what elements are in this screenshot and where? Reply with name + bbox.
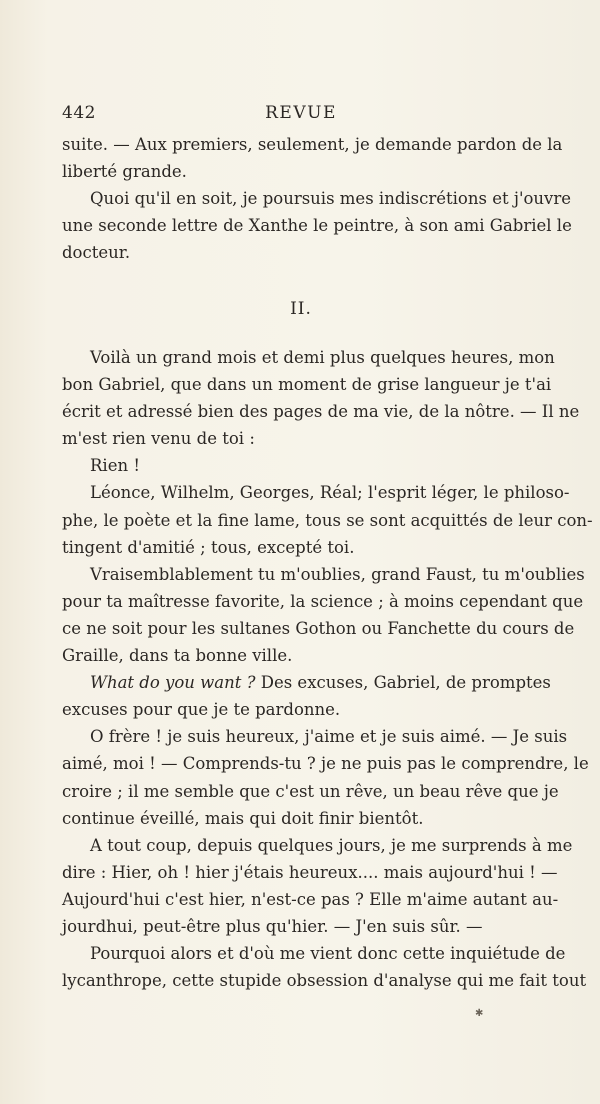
text-line: Graille, dans ta bonne ville.	[62, 646, 293, 666]
text-line: liberté grande.	[62, 162, 187, 182]
text-line: continue éveillé, mais qui doit finir bientôt.	[62, 808, 424, 828]
text-line: O frère ! je suis heureux, j'aime et je suis aimé. — Je suis	[90, 727, 568, 747]
italic-phrase: What do you want ?	[90, 673, 256, 693]
text-line: dire : Hier, oh ! hier j'étais heureux.... mais aujourd'hui ! —	[62, 862, 558, 882]
text-line	[62, 669, 551, 696]
text-line: croire ; il me semble que c'est un rêve, un beau rêve que je	[62, 781, 559, 801]
text-line: Aujourd'hui c'est hier, n'est-ce pas ? Elle m'aime autant au-	[62, 889, 559, 909]
text-line: jourdhui, peut-être plus qu'hier. — J'en suis sûr. —	[62, 916, 483, 936]
text-line: excuses pour que je te pardonne.	[62, 700, 341, 720]
text-line: m'est rien venu de toi :	[62, 429, 255, 449]
page-mark: ✱	[475, 1008, 484, 1019]
text-line: écrit et adressé bien des pages de ma vie, de la nôtre. — Il ne	[62, 402, 580, 422]
line-text: Des excuses, Gabriel, de promptes	[255, 673, 551, 693]
text-block-intro	[62, 131, 572, 266]
text-line: ce ne soit pour les sultanes Gothon ou Fanchette du cours de	[62, 618, 575, 638]
text-line: Léonce, Wilhelm, Georges, Réal; l'esprit léger, le philoso-	[90, 483, 570, 503]
text-line: Quoi qu'il en soit, je poursuis mes indiscrétions et j'ouvre	[90, 189, 572, 209]
running-head: REVUE	[265, 103, 337, 123]
text-line: Rien !	[90, 456, 140, 476]
text-line: Vraisemblablement tu m'oublies, grand Faust, tu m'oublies	[90, 564, 585, 584]
text-block-letter	[62, 344, 593, 994]
page-number: 442	[62, 103, 96, 123]
text-line: pour ta maîtresse favorite, la science ; à moins cependant que	[62, 591, 584, 611]
text-line: Pourquoi alors et d'où me vient donc cette inquiétude de	[90, 944, 566, 964]
text-line: lycanthrope, cette stupide obsession d'analyse qui me fait tout	[62, 971, 587, 991]
text-line: une seconde lettre de Xanthe le peintre, à son ami Gabriel le	[62, 216, 572, 236]
text-line: suite. — Aux premiers, seulement, je demande pardon de la	[62, 135, 563, 154]
text-line: aimé, moi ! — Comprends-tu ? je ne puis pas le comprendre, le	[62, 754, 589, 774]
page-header	[62, 103, 540, 127]
text-line: A tout coup, depuis quelques jours, je me surprends à me	[90, 835, 573, 855]
text-line: tingent d'amitié ; tous, excepté toi.	[62, 537, 355, 557]
section-heading: II.	[290, 299, 312, 319]
text-line: Voilà un grand mois et demi plus quelques heures, mon	[90, 348, 555, 367]
text-line: bon Gabriel, que dans un moment de grise langueur je t'ai	[62, 375, 552, 395]
text-line: phe, le poète et la fine lame, tous se sont acquittés de leur con-	[62, 510, 593, 530]
text-line: docteur.	[62, 243, 131, 263]
